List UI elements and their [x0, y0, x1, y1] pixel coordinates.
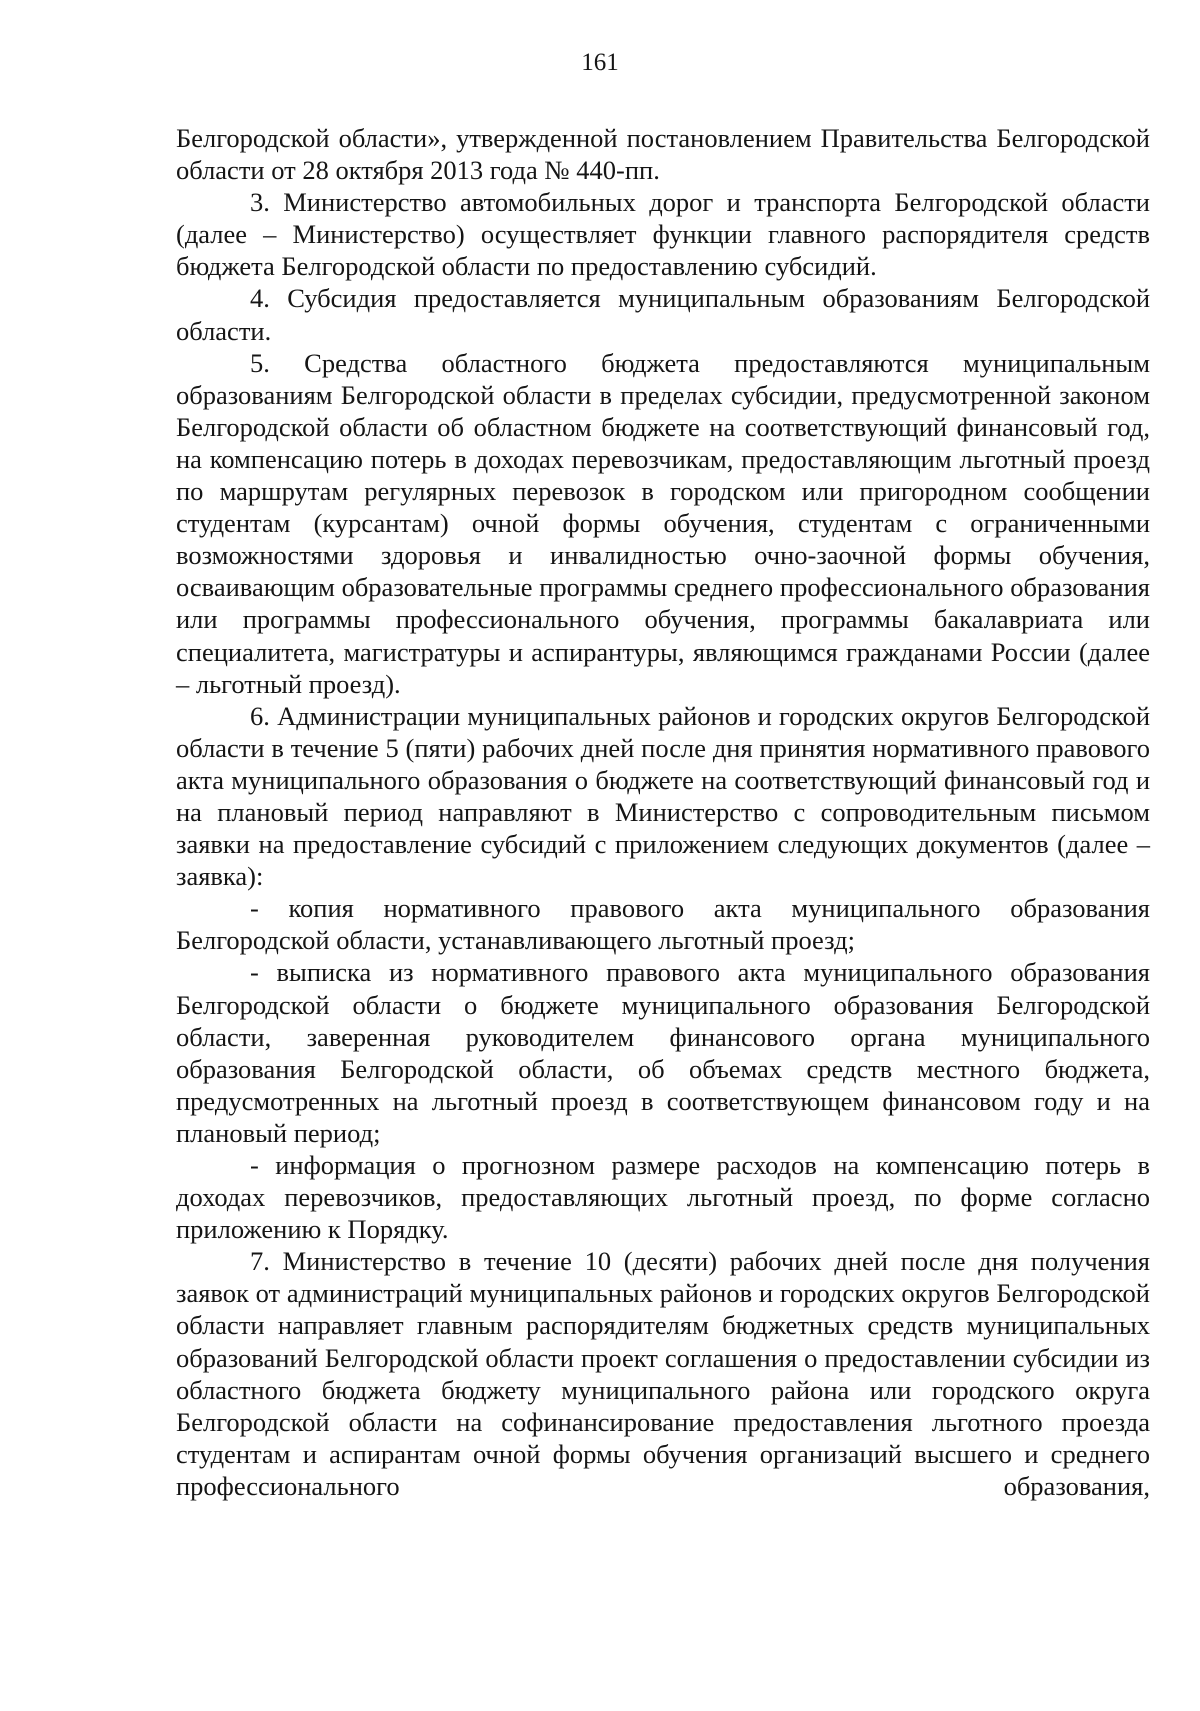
paragraph-item-6: 6. Администрации муниципальных районов и городских округов Белгородской области в течение 5 (пяти) рабочих дней после дня принятия нормативного правового акта муниципального образования о бюджете на соответствующий финансовый год и на плановый период направляют в Министерство с сопроводительным письмом заявки на предоставление субсидий с приложением следующих документов (далее – заявка): [176, 700, 1150, 892]
document-body [176, 122, 1150, 1502]
list-item-budget-extract: - выписка из нормативного правового акта муниципального образования Белгородской области о бюджете муниципального образования Белгородской области, заверенная руководителем финансового органа муниципального образования Белгородской области, об объемах средств местного бюджета, предусмотренных на льготный проезд в соответствующем финансовом году и на плановый период; [176, 957, 1150, 1148]
paragraph-item-4: 4. Субсидия предоставляется муниципальным образованиям Белгородской области. [176, 283, 1150, 346]
list-item-expense-forecast: - информация о прогнозном размере расходов на компенсацию потерь в доходах перевозчиков, предоставляющих льготный проезд, по форме согласно приложению к Порядку. [176, 1150, 1150, 1245]
paragraph-item-7: 7. Министерство в течение 10 (десяти) рабочих дней после дня получения заявок от администраций муниципальных районов и городских округов Белгородской области направляет главным распорядителям бюджетных средств муниципальных образований Белгородской области проект соглашения о предоставлении субсидии из областного бюджета бюджету муниципального района или городского округа Белгородской области на софинансирование предоставления льготного проезда студентам и аспирантам очной формы обучения организаций высшего и среднего профессионального образования, [176, 1246, 1150, 1501]
paragraph-item-5: 5. Средства областного бюджета предоставляются муниципальным образованиям Белгородской области в пределах субсидии, предусмотренной законом Белгородской области об областном бюджете на соответствующий финансовый год, на компенсацию потерь в доходах перевозчикам, предоставляющим льготный проезд по маршрутам регулярных перевозок в городском или пригородном сообщении студентам (курсантам) очной формы обучения, студентам с ограниченными возможностями здоровья и инвалидностью очно-заочной формы обучения, осваивающим образовательные программы среднего профессионального образования или программы профессионального обучения, программы бакалавриата или специалитета, магистратуры и аспирантуры, являющимся гражданами России (далее – льготный проезд). [176, 347, 1150, 699]
list-item-document-copy: - копия нормативного правового акта муниципального образования Белгородской области, устанавливающего льготный проезд; [176, 893, 1150, 956]
paragraph-item-3: 3. Министерство автомобильных дорог и транспорта Белгородской области (далее – Министерство) осуществляет функции главного распорядителя средств бюджета Белгородской области по предоставлению субсидий. [176, 187, 1150, 282]
paragraph-continuation: Белгородской области», утвержденной постановлением Правительства Белгородской области от 28 октября 2013 года № 440-пп. [176, 123, 1150, 186]
page-number: 161 [581, 49, 619, 76]
